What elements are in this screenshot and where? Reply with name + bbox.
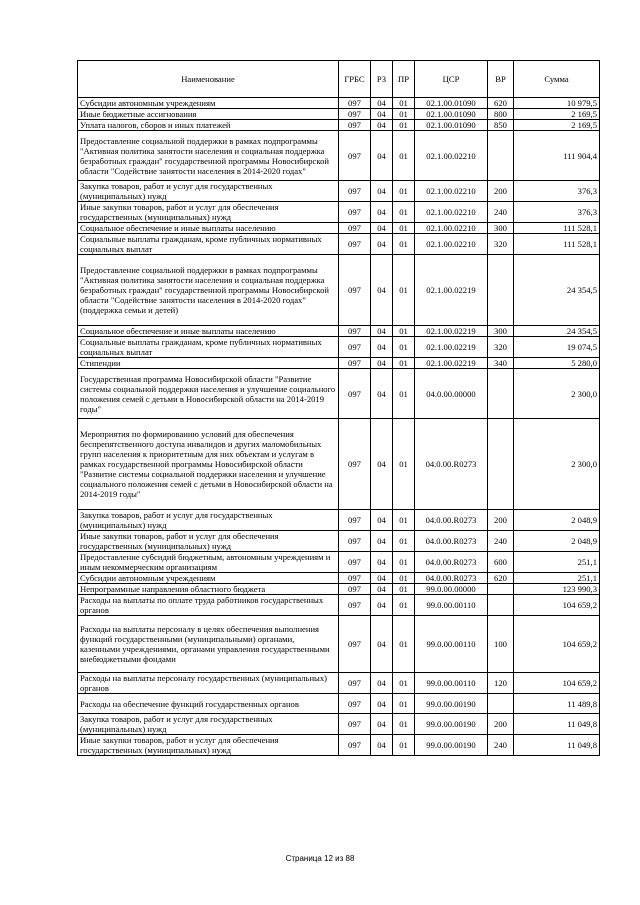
cell-vr: 240 [488, 202, 514, 223]
cell-grbs: 097 [339, 510, 371, 531]
cell-sum: 251,1 [514, 552, 600, 573]
table-row [78, 616, 600, 673]
cell-csr: 02.1.00.02210 [415, 131, 488, 181]
cell-vr: 850 [488, 120, 514, 131]
cell-rz: 04 [371, 595, 393, 616]
table-row [78, 369, 600, 419]
cell-csr: 99.0.00.00190 [415, 694, 488, 714]
cell-rz: 04 [371, 337, 393, 358]
cell-grbs: 097 [339, 109, 371, 120]
cell-grbs: 097 [339, 181, 371, 202]
table-row [78, 358, 600, 369]
cell-sum: 2 048,9 [514, 510, 600, 531]
cell-grbs: 097 [339, 326, 371, 337]
cell-vr: 120 [488, 673, 514, 694]
cell-rz: 04 [371, 223, 393, 234]
cell-pr: 01 [393, 531, 415, 552]
cell-sum: 11 049,8 [514, 714, 600, 735]
cell-sum: 2 048,9 [514, 531, 600, 552]
cell-pr: 01 [393, 595, 415, 616]
table-row [78, 510, 600, 531]
table-row [78, 337, 600, 358]
cell-pr: 01 [393, 552, 415, 573]
cell-rz: 04 [371, 510, 393, 531]
budget-table [77, 60, 600, 756]
cell-name: Закупка товаров, работ и услуг для государственных (муниципальных) нужд [78, 510, 339, 531]
cell-pr: 01 [393, 181, 415, 202]
cell-sum: 24 354,5 [514, 255, 600, 326]
table-row [78, 223, 600, 234]
cell-csr: 04.0.00.R0273 [415, 552, 488, 573]
cell-pr: 01 [393, 419, 415, 510]
cell-csr: 99.0.00.00110 [415, 595, 488, 616]
cell-rz: 04 [371, 616, 393, 673]
cell-grbs: 097 [339, 531, 371, 552]
page-number: Страница 12 из 88 [285, 854, 355, 863]
cell-vr [488, 255, 514, 326]
header-name: Наименование [78, 61, 339, 98]
cell-name: Расходы на выплаты персоналу государственных (муниципальных) органов [78, 673, 339, 694]
cell-csr: 02.1.00.02219 [415, 337, 488, 358]
cell-pr: 01 [393, 369, 415, 419]
cell-sum: 5 280,0 [514, 358, 600, 369]
table-row [78, 181, 600, 202]
cell-name: Субсидии автономным учреждениям [78, 573, 339, 584]
cell-sum: 2 300,0 [514, 419, 600, 510]
cell-vr: 620 [488, 573, 514, 584]
cell-grbs: 097 [339, 694, 371, 714]
cell-rz: 04 [371, 202, 393, 223]
cell-name: Мероприятия по формированию условий для обеспечения беспрепятственного доступа инвалидов и других маломобильных групп населения к приоритетным для них объектам и услугам в рамках государственной программы Новосибирской области "Развитие системы социальной поддержки населения и улучшение социального положения семей с детьми в Новосибирской области на 2014-2019 годы" [78, 419, 339, 510]
table-row [78, 120, 600, 131]
cell-grbs: 097 [339, 369, 371, 419]
cell-csr: 99.0.00.00190 [415, 735, 488, 756]
cell-csr: 02.1.00.02210 [415, 202, 488, 223]
cell-pr: 01 [393, 694, 415, 714]
cell-pr: 01 [393, 510, 415, 531]
cell-rz: 04 [371, 531, 393, 552]
cell-csr: 04.0.00.R0273 [415, 531, 488, 552]
cell-grbs: 097 [339, 358, 371, 369]
table-row [78, 584, 600, 595]
table-row [78, 419, 600, 510]
cell-rz: 04 [371, 735, 393, 756]
cell-name: Закупка товаров, работ и услуг для государственных (муниципальных) нужд [78, 181, 339, 202]
cell-sum: 104 659,2 [514, 595, 600, 616]
cell-pr: 01 [393, 223, 415, 234]
cell-pr: 01 [393, 673, 415, 694]
table-row [78, 552, 600, 573]
cell-grbs: 097 [339, 202, 371, 223]
cell-pr: 01 [393, 358, 415, 369]
table-row [78, 735, 600, 756]
cell-rz: 04 [371, 255, 393, 326]
cell-vr: 240 [488, 735, 514, 756]
cell-sum: 11 489,8 [514, 694, 600, 714]
cell-pr: 01 [393, 573, 415, 584]
cell-csr: 02.1.00.02219 [415, 255, 488, 326]
cell-grbs: 097 [339, 120, 371, 131]
table-row [78, 109, 600, 120]
cell-csr: 02.1.00.02219 [415, 326, 488, 337]
cell-name: Социальные выплаты гражданам, кроме публичных нормативных социальных выплат [78, 337, 339, 358]
table-row [78, 98, 600, 109]
cell-vr [488, 584, 514, 595]
cell-rz: 04 [371, 181, 393, 202]
cell-grbs: 097 [339, 255, 371, 326]
cell-pr: 01 [393, 234, 415, 255]
cell-name: Закупка товаров, работ и услуг для государственных (муниципальных) нужд [78, 714, 339, 735]
cell-rz: 04 [371, 358, 393, 369]
cell-csr: 02.1.00.02210 [415, 181, 488, 202]
cell-sum: 123 990,3 [514, 584, 600, 595]
cell-csr: 99.0.00.00000 [415, 584, 488, 595]
cell-csr: 04.0.00.R0273 [415, 419, 488, 510]
cell-name: Социальные выплаты гражданам, кроме публичных нормативных социальных выплат [78, 234, 339, 255]
cell-csr: 02.1.00.02210 [415, 234, 488, 255]
table-row [78, 714, 600, 735]
cell-grbs: 097 [339, 584, 371, 595]
cell-rz: 04 [371, 120, 393, 131]
cell-name: Иные закупки товаров, работ и услуг для обеспечения государственных (муниципальных) нужд [78, 531, 339, 552]
cell-name: Непрограммные направления областного бюджета [78, 584, 339, 595]
cell-sum: 376,3 [514, 202, 600, 223]
cell-pr: 01 [393, 98, 415, 109]
header-vr: ВР [488, 61, 514, 98]
table-row [78, 673, 600, 694]
table-row [78, 694, 600, 714]
cell-vr: 340 [488, 358, 514, 369]
cell-csr: 02.1.00.02219 [415, 358, 488, 369]
cell-grbs: 097 [339, 552, 371, 573]
cell-sum: 104 659,2 [514, 616, 600, 673]
cell-vr: 320 [488, 234, 514, 255]
cell-vr [488, 131, 514, 181]
header-pr: ПР [393, 61, 415, 98]
cell-rz: 04 [371, 694, 393, 714]
cell-sum: 111 528,1 [514, 234, 600, 255]
cell-rz: 04 [371, 131, 393, 181]
cell-csr: 02.1.00.01090 [415, 98, 488, 109]
cell-vr: 100 [488, 616, 514, 673]
cell-sum: 111 904,4 [514, 131, 600, 181]
cell-pr: 01 [393, 337, 415, 358]
cell-sum: 19 074,5 [514, 337, 600, 358]
cell-vr: 200 [488, 714, 514, 735]
cell-name: Расходы на обеспечение функций государственных органов [78, 694, 339, 714]
cell-name: Социальное обеспечение и иные выплаты населению [78, 223, 339, 234]
cell-vr: 200 [488, 510, 514, 531]
header-csr: ЦСР [415, 61, 488, 98]
cell-vr: 600 [488, 552, 514, 573]
cell-rz: 04 [371, 673, 393, 694]
cell-csr: 04.0.00.R0273 [415, 510, 488, 531]
cell-pr: 01 [393, 109, 415, 120]
cell-name: Субсидии автономным учреждениям [78, 98, 339, 109]
cell-csr: 04.0.00.00000 [415, 369, 488, 419]
cell-vr: 300 [488, 326, 514, 337]
cell-vr: 300 [488, 223, 514, 234]
cell-vr: 800 [488, 109, 514, 120]
cell-rz: 04 [371, 419, 393, 510]
cell-sum: 111 528,1 [514, 223, 600, 234]
cell-sum: 11 049,8 [514, 735, 600, 756]
table-row [78, 255, 600, 326]
cell-pr: 01 [393, 120, 415, 131]
cell-vr: 320 [488, 337, 514, 358]
header-rz: РЗ [371, 61, 393, 98]
cell-name: Иные бюджетные ассигнования [78, 109, 339, 120]
cell-rz: 04 [371, 369, 393, 419]
table-row [78, 234, 600, 255]
cell-pr: 01 [393, 735, 415, 756]
table-row [78, 595, 600, 616]
cell-csr: 02.1.00.01090 [415, 120, 488, 131]
cell-csr: 99.0.00.00110 [415, 616, 488, 673]
cell-name: Расходы на выплаты по оплате труда работников государственных органов [78, 595, 339, 616]
cell-grbs: 097 [339, 234, 371, 255]
cell-rz: 04 [371, 552, 393, 573]
cell-vr: 620 [488, 98, 514, 109]
cell-grbs: 097 [339, 419, 371, 510]
cell-pr: 01 [393, 584, 415, 595]
cell-sum: 2 169,5 [514, 109, 600, 120]
cell-sum: 24 354,5 [514, 326, 600, 337]
cell-csr: 99.0.00.00110 [415, 673, 488, 694]
cell-pr: 01 [393, 326, 415, 337]
cell-sum: 2 169,5 [514, 120, 600, 131]
cell-grbs: 097 [339, 131, 371, 181]
cell-rz: 04 [371, 326, 393, 337]
cell-name: Предоставление социальной поддержки в рамках подпрограммы "Активная политика занятости населения и социальная поддержка безработных граждан" государственной программы Новосибирской области "Содействие занятости населения в 2014-2020 годах" [78, 131, 339, 181]
cell-grbs: 097 [339, 98, 371, 109]
cell-name: Предоставление субсидий бюджетным, автономным учреждениям и иным некоммерческим организациям [78, 552, 339, 573]
cell-csr: 02.1.00.02210 [415, 223, 488, 234]
cell-name: Иные закупки товаров, работ и услуг для обеспечения государственных (муниципальных) нужд [78, 202, 339, 223]
cell-sum: 104 659,2 [514, 673, 600, 694]
cell-vr: 200 [488, 181, 514, 202]
table-header-row [78, 61, 600, 98]
cell-rz: 04 [371, 98, 393, 109]
cell-name: Государственная программа Новосибирской области "Развитие системы социальной поддержки населения и улучшение социального положения семей с детьми в Новосибирской области на 2014-2019 годы" [78, 369, 339, 419]
cell-sum: 2 300,0 [514, 369, 600, 419]
cell-grbs: 097 [339, 573, 371, 584]
cell-rz: 04 [371, 573, 393, 584]
header-sum: Сумма [514, 61, 600, 98]
table-row [78, 202, 600, 223]
cell-sum: 376,3 [514, 181, 600, 202]
cell-rz: 04 [371, 584, 393, 595]
cell-name: Иные закупки товаров, работ и услуг для обеспечения государственных (муниципальных) нужд [78, 735, 339, 756]
header-grbs: ГРБС [339, 61, 371, 98]
cell-vr [488, 694, 514, 714]
cell-csr: 99.0.00.00190 [415, 714, 488, 735]
cell-vr [488, 369, 514, 419]
cell-grbs: 097 [339, 714, 371, 735]
cell-name: Расходы на выплаты персоналу в целях обеспечения выполнения функций государственными (муниципальными) органами, казенными учреждениями, органами управления государственными внебюджетными фондами [78, 616, 339, 673]
table-row [78, 573, 600, 584]
table-row [78, 531, 600, 552]
table-row [78, 131, 600, 181]
cell-pr: 01 [393, 714, 415, 735]
cell-name: Социальное обеспечение и иные выплаты населению [78, 326, 339, 337]
cell-name: Предоставление социальной поддержки в рамках подпрограммы "Активная политика занятости населения и социальная поддержка безработных граждан" государственной программы Новосибирской области "Содействие занятости населения в 2014-2020 годах" (поддержка семьи и детей) [78, 255, 339, 326]
cell-grbs: 097 [339, 337, 371, 358]
cell-vr [488, 595, 514, 616]
table-row [78, 326, 600, 337]
cell-csr: 04.0.00.R0273 [415, 573, 488, 584]
cell-pr: 01 [393, 255, 415, 326]
cell-pr: 01 [393, 202, 415, 223]
cell-grbs: 097 [339, 595, 371, 616]
cell-grbs: 097 [339, 673, 371, 694]
cell-name: Уплата налогов, сборов и иных платежей [78, 120, 339, 131]
cell-vr: 240 [488, 531, 514, 552]
cell-pr: 01 [393, 616, 415, 673]
cell-grbs: 097 [339, 616, 371, 673]
cell-grbs: 097 [339, 223, 371, 234]
cell-rz: 04 [371, 234, 393, 255]
cell-csr: 02.1.00.01090 [415, 109, 488, 120]
cell-vr [488, 419, 514, 510]
cell-sum: 251,1 [514, 573, 600, 584]
cell-rz: 04 [371, 109, 393, 120]
cell-name: Стипендии [78, 358, 339, 369]
cell-pr: 01 [393, 131, 415, 181]
cell-rz: 04 [371, 714, 393, 735]
cell-sum: 10 979,5 [514, 98, 600, 109]
cell-grbs: 097 [339, 735, 371, 756]
